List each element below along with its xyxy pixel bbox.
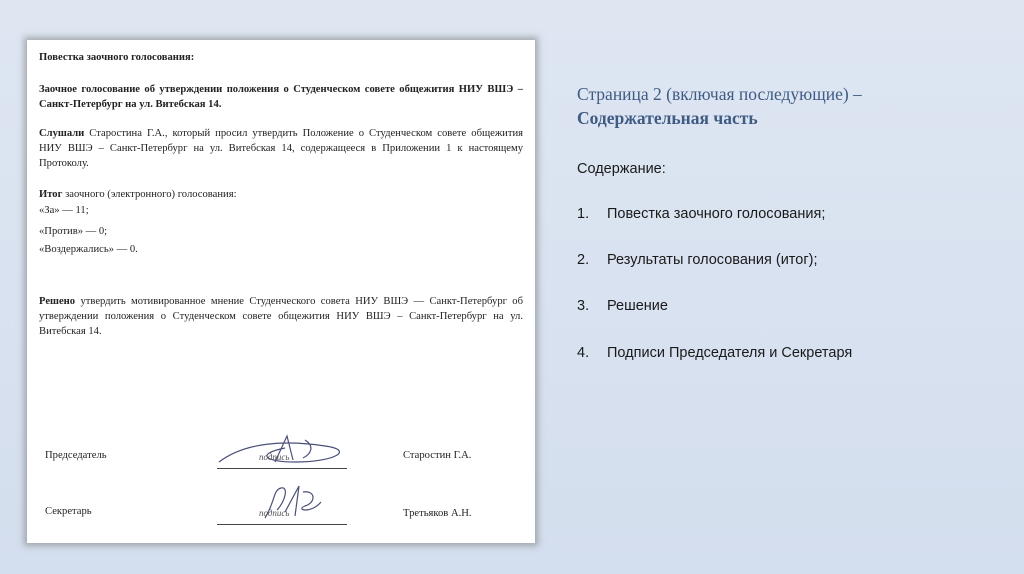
vote-for: «За» — 11; (39, 205, 89, 216)
list-item-number: 4. (577, 345, 590, 361)
list-item-text: Повестка заочного голосования; (607, 206, 826, 222)
slide-heading (577, 82, 997, 130)
heard-paragraph (39, 126, 523, 171)
chair-signature (215, 432, 365, 472)
secretary-sign-line (217, 524, 347, 525)
result-label: Итог (39, 189, 63, 200)
chair-name: Старостин Г.А. (403, 450, 472, 461)
agenda-topic: Заочное голосование об утверждении положения о Студенческом совете общежития НИУ ВШЭ – Санкт-Петербург на ул. Витебская 14. (39, 84, 523, 110)
heard-text: Старостина Г.А., который просил утвердить Положение о Студенческом совете общежития НИУ ВШЭ – Санкт-Петербург на ул. Витебская 14, содержащееся в Приложении 1 к настоящему Протоколу. (39, 128, 523, 169)
chair-role: Председатель (45, 450, 107, 461)
protocol-page-image (27, 40, 535, 543)
heading-line-1: Страница 2 (включая последующие) – (577, 84, 862, 104)
list-item-number: 1. (577, 206, 590, 222)
agenda-label (39, 50, 523, 65)
agenda-label-text: Повестка заочного голосования: (39, 52, 195, 63)
decision-label: Решено (39, 296, 76, 307)
chair-sign-word: подпись (259, 452, 290, 462)
secretary-name: Третьяков А.Н. (403, 508, 472, 519)
list-item-number: 3. (577, 298, 590, 314)
secretary-sign-word: подпись (259, 508, 290, 518)
heard-label: Слушали (39, 128, 85, 139)
result-text: заочного (электронного) голосования: (62, 189, 237, 200)
decision-text: утвердить мотивированное мнение Студенческого совета НИУ ВШЭ — Санкт-Петербург об утверждении положения о Студенческом совете общежития НИУ ВШЭ – Санкт-Петербург на ул. Витебская 14. (39, 296, 523, 337)
result-paragraph (39, 187, 523, 202)
chair-sign-line (217, 468, 347, 469)
decision-paragraph (39, 294, 523, 339)
list-item-text: Решение (607, 298, 668, 314)
heading-line-2: Содержательная часть (577, 108, 758, 128)
contents-title: Содержание: (577, 161, 666, 177)
vote-abstain: «Воздержались» — 0. (39, 244, 138, 255)
list-item-text: Результаты голосования (итог); (607, 252, 818, 268)
vote-against: «Против» — 0; (39, 226, 108, 237)
list-item-text: Подписи Председателя и Секретаря (607, 345, 853, 361)
secretary-role: Секретарь (45, 506, 92, 517)
list-item-number: 2. (577, 252, 590, 268)
